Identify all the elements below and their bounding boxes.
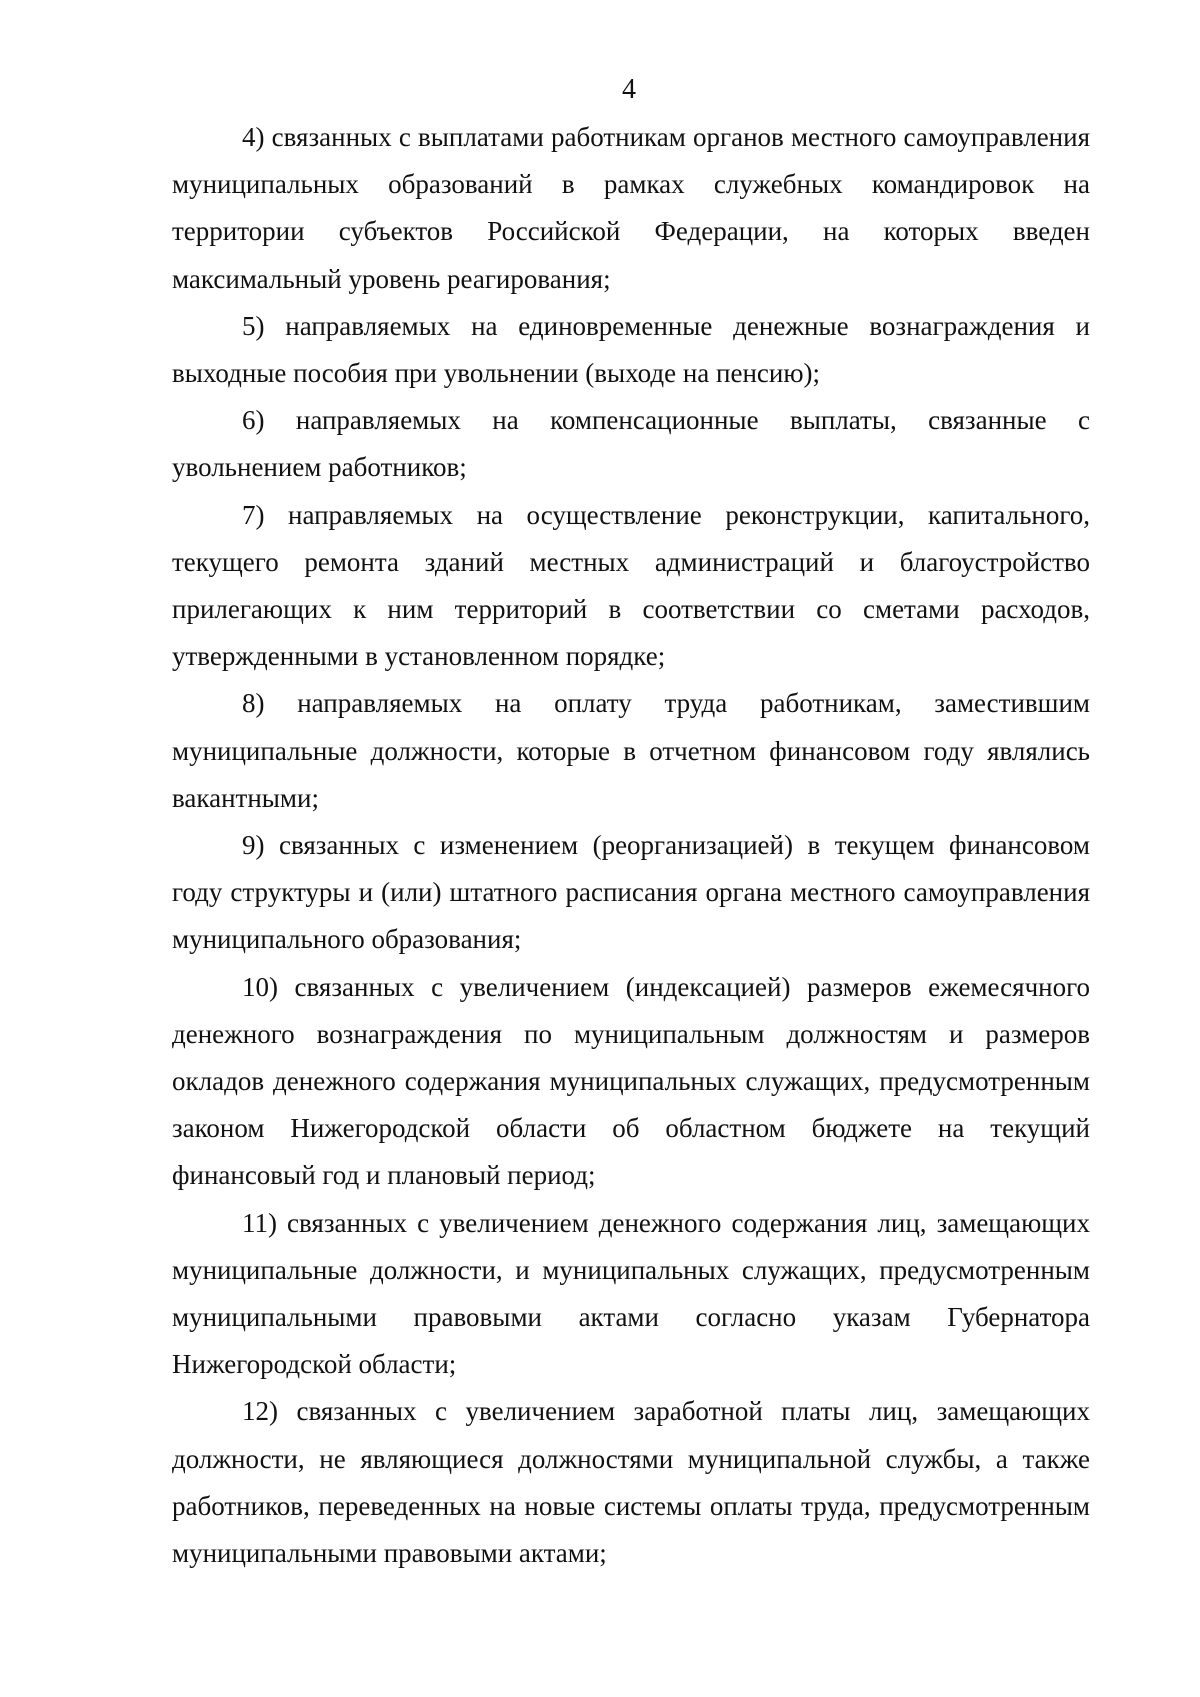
list-item-5: 5) направляемых на единовременные денежные вознаграждения и выходные пособия при увольнении (выходе на пенсию);	[172, 310, 1090, 389]
list-item-9: 9) связанных с изменением (реорганизацией) в текущем финансовом году структуры и (или) штатного расписания органа местного самоуправления муниципального образования;	[172, 830, 1090, 955]
list-item-7: 7) направляемых на осуществление реконструкции, капитального, текущего ремонта зданий местных администраций и благоустройство прилегающих к ним территорий в соответствии со сметами расходов, утвержденными в установленном порядке;	[172, 499, 1090, 672]
document-body	[172, 114, 1090, 1577]
list-item-12: 12) связанных с увеличением заработной платы лиц, замещающих должности, не являющиеся должностями муниципальной службы, а также работников, переведенных на новые системы оплаты труда, предусмотренным муниципальными правовыми актами;	[172, 1396, 1090, 1569]
list-item-4: 4) связанных с выплатами работникам органов местного самоуправления муниципальных образований в рамках служебных командировок на территории субъектов Российской Федерации, на которых введен максимальный уровень реагирования;	[172, 122, 1090, 294]
list-item-6: 6) направляемых на компенсационные выплаты, связанные с увольнением работников;	[172, 405, 1090, 483]
list-item-8: 8) направляемых на оплату труда работникам, заместившим муниципальные должности, которые в отчетном финансовом году являлись вакантными;	[172, 688, 1090, 813]
list-item-11: 11) связанных с увеличением денежного содержания лиц, замещающих муниципальные должности, и муниципальных служащих, предусмотренным муниципальными правовыми актами согласно указам Губернатора Нижегородской области;	[172, 1207, 1090, 1380]
list-item-10: 10) связанных с увеличением (индексацией) размеров ежемесячного денежного вознаграждения по муниципальным должностям и размеров окладов денежного содержания муниципальных служащих, предусмотренным законом Нижегородской области об областном бюджете на текущий финансовый год и плановый период;	[172, 971, 1090, 1191]
page-number: 4	[622, 74, 636, 105]
